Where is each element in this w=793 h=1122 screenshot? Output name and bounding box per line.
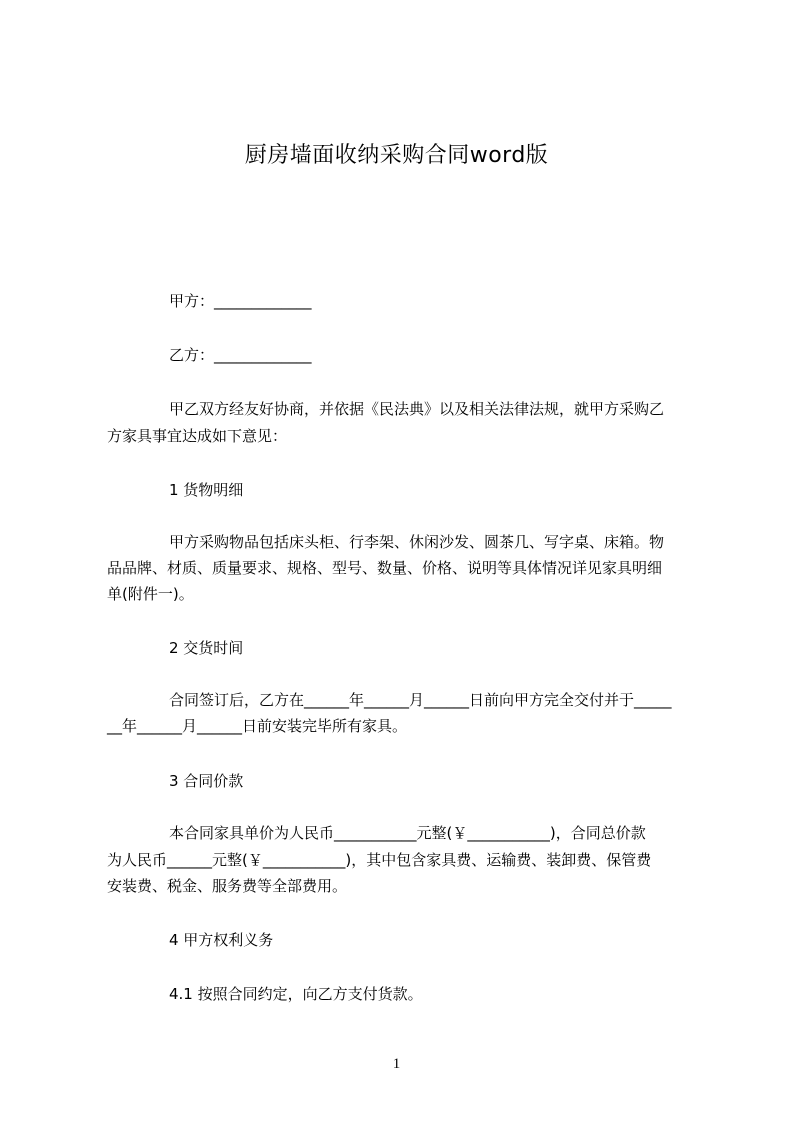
section-2-heading: 2 交货时间	[169, 639, 244, 657]
section-2-line-2: __年______月______日前安装完毕所有家具。	[107, 717, 408, 735]
section-4-item-1: 4.1 按照合同约定，向乙方支付货款。	[169, 985, 423, 1003]
party-a-line: 甲方：_____________	[169, 292, 312, 310]
section-1-line-3: 单(附件一)。	[107, 585, 194, 603]
intro-line-2: 方家具事宜达成如下意见：	[107, 427, 288, 445]
section-3-line-3: 安装费、税金、服务费等全部费用。	[107, 877, 348, 895]
section-3-line-1: 本合同家具单价为人民币___________元整(￥___________)，合同总价款	[169, 824, 646, 842]
party-b-line: 乙方：_____________	[169, 346, 312, 364]
section-1-line-1: 甲方采购物品包括床头柜、行李架、休闲沙发、圆茶几、写字桌、床箱。物	[169, 533, 665, 551]
section-3-heading: 3 合同价款	[169, 772, 244, 790]
section-1-heading: 1 货物明细	[169, 481, 244, 499]
section-1-line-2: 品品牌、材质、质量要求、规格、型号、数量、价格、说明等具体情况详见家具明细	[107, 559, 663, 577]
intro-line-1: 甲乙双方经友好协商，并依据《民法典》以及相关法律法规，就甲方采购乙	[169, 400, 665, 418]
section-4-heading: 4 甲方权利义务	[169, 931, 274, 949]
section-3-line-2: 为人民币______元整(￥___________)，其中包含家具费、运输费、装卸费、保管费	[107, 851, 652, 869]
page-number: 1	[392, 1056, 401, 1072]
section-2-line-1: 合同签订后，乙方在______年______月______日前向甲方完全交付并于_____	[169, 691, 672, 709]
document-title: 厨房墙面收纳采购合同word版	[244, 143, 549, 168]
